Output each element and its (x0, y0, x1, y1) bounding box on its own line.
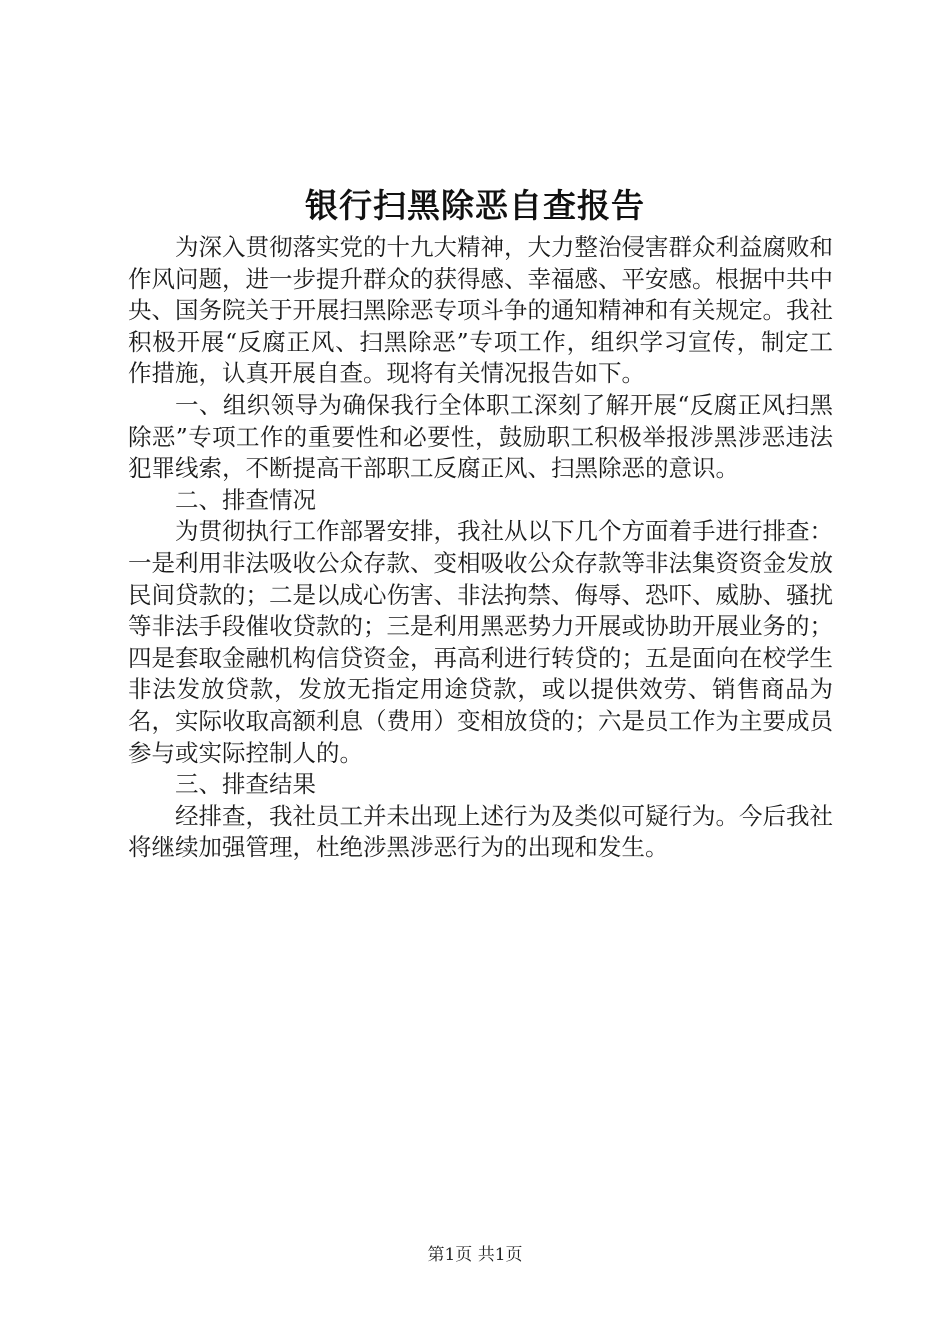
page-footer: 第1页 共1页 (427, 1245, 523, 1265)
paragraph-results: 经排查，我社员工并未出现上述行为及类似可疑行为。今后我社将继续加强管理，杜绝涉黑涉恶行为的出现和发生。 (128, 801, 833, 862)
section-heading-results: 三、排查结果 (175, 770, 316, 799)
section-heading-investigation: 二、排查情况 (175, 485, 316, 514)
paragraph-organization: 一、组织领导为确保我行全体职工深刻了解开展“反腐正风扫黑除恶”专项工作的重要性和必要性，鼓励职工积极举报涉黑涉恶违法犯罪线索，不断提高干部职工反腐正风、扫黑除恶的意识。 (128, 390, 833, 483)
document-body (128, 232, 833, 864)
document-title: 银行扫黑除恶自查报告 (305, 186, 645, 225)
paragraph-intro: 为深入贯彻落实党的十九大精神，大力整治侵害群众利益腐败和作风问题，进一步提升群众的获得感、幸福感、平安感。根据中共中央、国务院关于开展扫黑除恶专项斗争的通知精神和有关规定。我社积极开展“反腐正风、扫黑除恶”专项工作，组织学习宣传，制定工作措施，认真开展自查。现将有关情况报告如下。 (128, 233, 833, 388)
paragraph-investigation: 为贯彻执行工作部署安排，我社从以下几个方面着手进行排查：一是利用非法吸收公众存款、变相吸收公众存款等非法集资资金发放民间贷款的；二是以成心伤害、非法拘禁、侮辱、恐吓、威胁、骚扰等非法手段催收贷款的；三是利用黑恶势力开展或协助开展业务的；四是套取金融机构信贷资金，再高利进行转贷的；五是面向在校学生非法发放贷款，发放无指定用途贷款，或以提供效劳、销售商品为名，实际收取高额利息（费用）变相放贷的；六是员工作为主要成员参与或实际控制人的。 (128, 517, 833, 767)
